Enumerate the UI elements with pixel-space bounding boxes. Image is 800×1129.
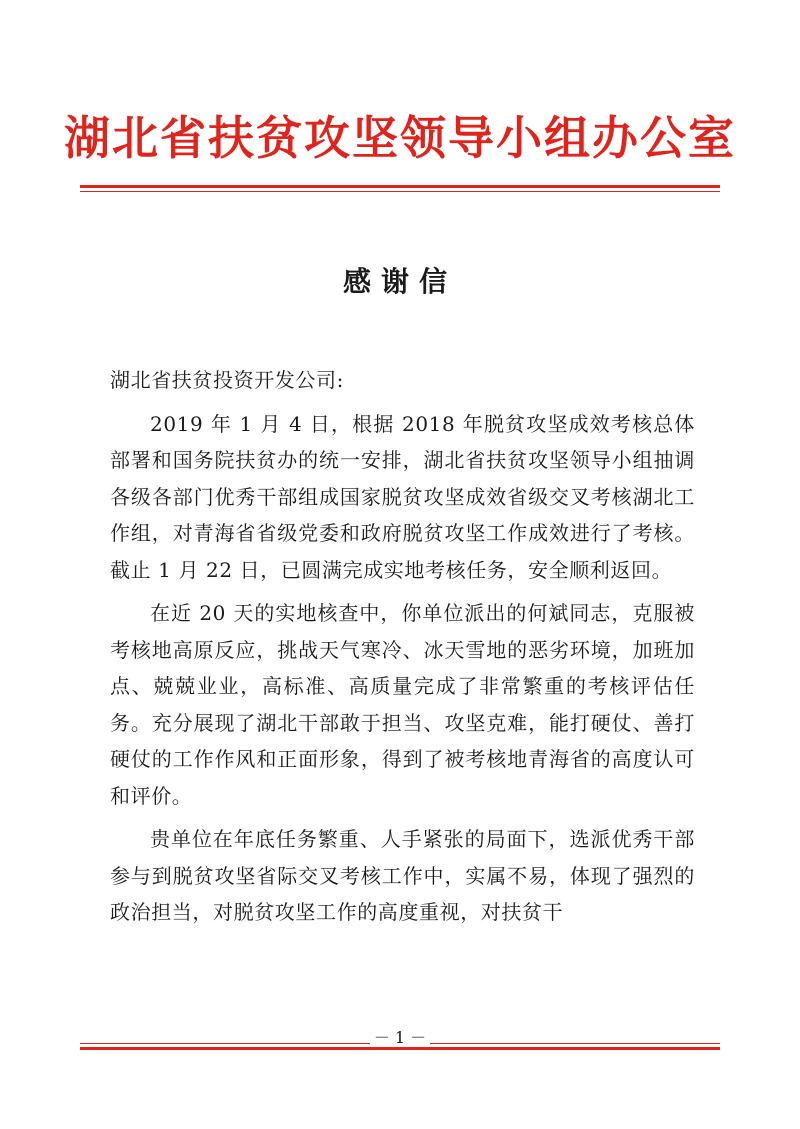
- letter-body: [110, 362, 695, 931]
- header-divider-thin: [80, 191, 720, 192]
- issuing-organization-header: 湖北省扶贫攻坚领导小组办公室: [64, 111, 736, 165]
- page-number: [0, 1028, 800, 1048]
- page-number-label: － 1 －: [370, 1028, 430, 1047]
- paragraph-1: 2019 年 1 月 4 日，根据 2018 年脱贫攻坚成效考核总体部署和国务院扶贫办的统一安排，湖北省扶贫攻坚领导小组抽调各级各部门优秀干部组成国家脱贫攻坚成效省级交叉考核湖北工作组，对青海省省级党委和政府脱贫攻坚工作成效进行了考核。截止 1 月 22 日，已圆满完成实地考核任务，安全顺利返回。: [110, 411, 695, 582]
- paragraph-3: 贵单位在年底任务繁重、人手紧张的局面下，选派优秀干部参与到脱贫攻坚省际交叉考核工作中，实属不易，体现了强烈的政治担当，对脱贫攻坚工作的高度重视，对扶贫干: [110, 827, 695, 924]
- salutation: 湖北省扶贫投资开发公司:: [110, 368, 344, 392]
- document-title: 感谢信: [342, 265, 457, 298]
- header-divider-thick: [80, 185, 720, 188]
- paragraph-2: 在近 20 天的实地核查中，你单位派出的何斌同志，克服被考核地高原反应，挑战天气寒冷、冰天雪地的恶劣环境，加班加点、兢兢业业，高标准、高质量完成了非常繁重的考核评估任务。充分展现了湖北干部敢于担当、攻坚克难，能打硬仗、善打硬仗的工作作风和正面形象，得到了被考核地青海省的高度认可和评价。: [110, 601, 695, 808]
